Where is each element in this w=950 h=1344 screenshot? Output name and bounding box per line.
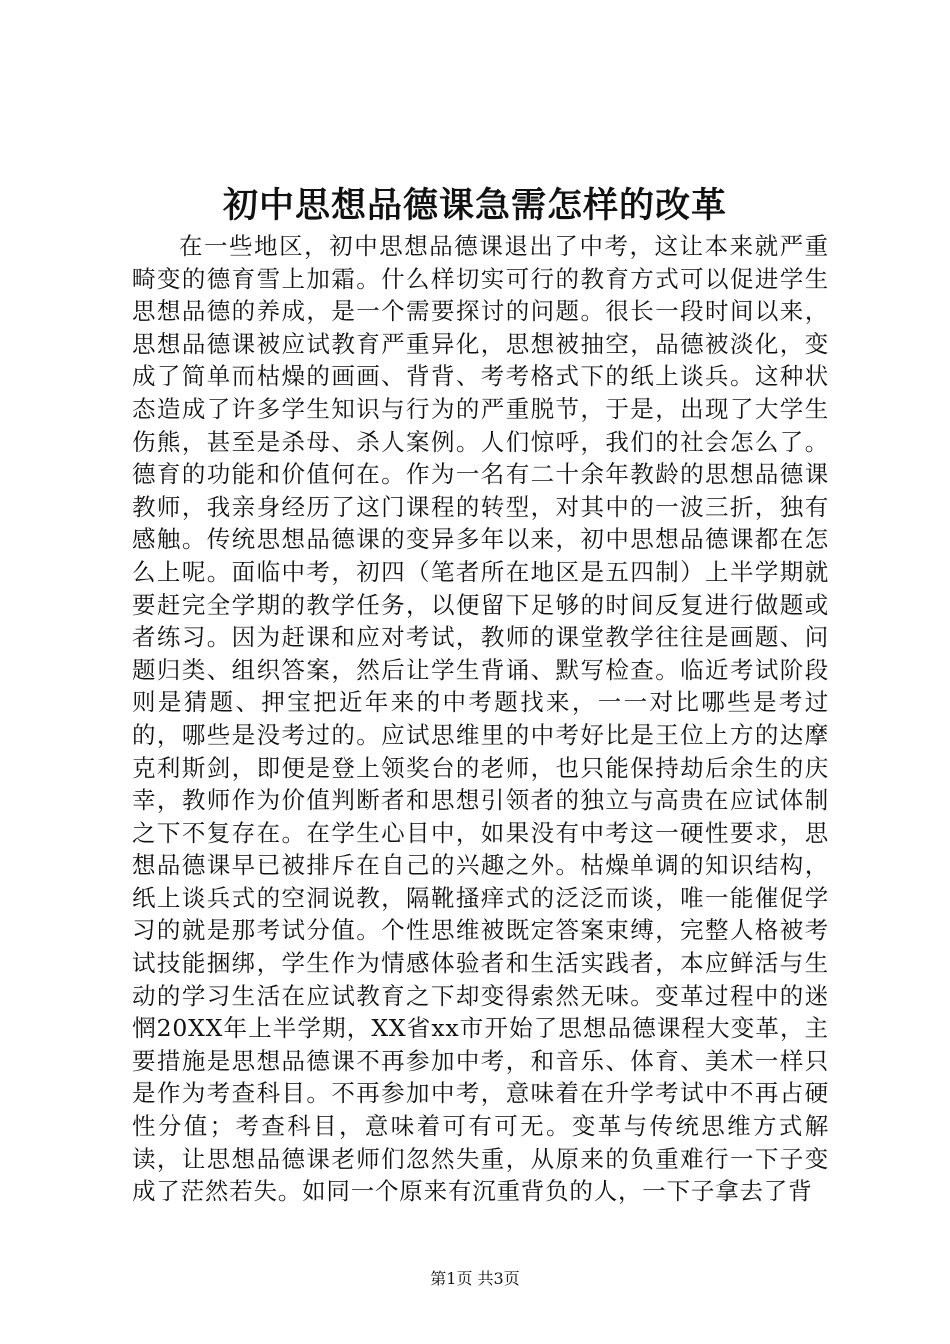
page-number-footer: 第1页 共3页 [430,1269,520,1288]
document-title: 初中思想品德课急需怎样的改革 [222,185,727,226]
body-paragraph: 在一些地区，初中思想品德课退出了中考，这让本来就严重畸变的德育雪上加霜。什么样切实可行的教育方式可以促进学生思想品德的养成，是一个需要探讨的问题。很长一段时间以来，思想品德课被应试教育严重异化，思想被抽空，品德被淡化，变成了简单而枯燥的画画、背背、考考格式下的纸上谈兵。这种状态造成了许多学生知识与行为的严重脱节，于是，出现了大学生伤熊，甚至是杀母、杀人案例。人们惊呼，我们的社会怎么了。德育的功能和价值何在。作为一名有二十余年教龄的思想品德课教师，我亲身经历了这门课程的转型，对其中的一波三折，独有感触。传统思想品德课的变异多年以来，初中思想品德课都在怎么上呢。面临中考，初四（笔者所在地区是五四制）上半学期就要赶完全学期的教学任务，以便留下足够的时间反复进行做题或者练习。因为赶课和应对考试，教师的课堂教学往往是画题、问题归类、组织答案，然后让学生背诵、默写检查。临近考试阶段则是猜题、押宝把近年来的中考题找来，一一对比哪些是考过的，哪些是没考过的。应试思维里的中考好比是王位上方的达摩克利斯剑，即便是登上领奖台的老师，也只能保持劫后余生的庆幸，教师作为价值判断者和思想引领者的独立与高贵在应试体制之下不复存在。在学生心目中，如果没有中考这一硬性要求，思想品德课早已被排斥在自己的兴趣之外。枯燥单调的知识结构，纸上谈兵式的空洞说教，隔靴搔痒式的泛泛而谈，唯一能催促学习的就是那考试分值。个性思维被既定答案束缚，完整人格被考试技能捆绑，学生作为情感体验者和生活实践者，本应鲜活与生动的学习生活在应试教育之下却变得索然无味。变革过程中的迷惘20XX年上半学期，XX省xx市开始了思想品德课程大变革，主要措施是思想品德课不再参加中考，和音乐、体育、美术一样只是作为考查科目。不再参加中考，意味着在升学考试中不再占硬性分值；考查科目，意味着可有可无。变革与传统思维方式解读，让思想品德课老师们忽然失重，从原来的负重难行一下子变成了茫然若失。如同一个原来有沉重背负的人，一下子拿去了背 [132,232,829,1206]
